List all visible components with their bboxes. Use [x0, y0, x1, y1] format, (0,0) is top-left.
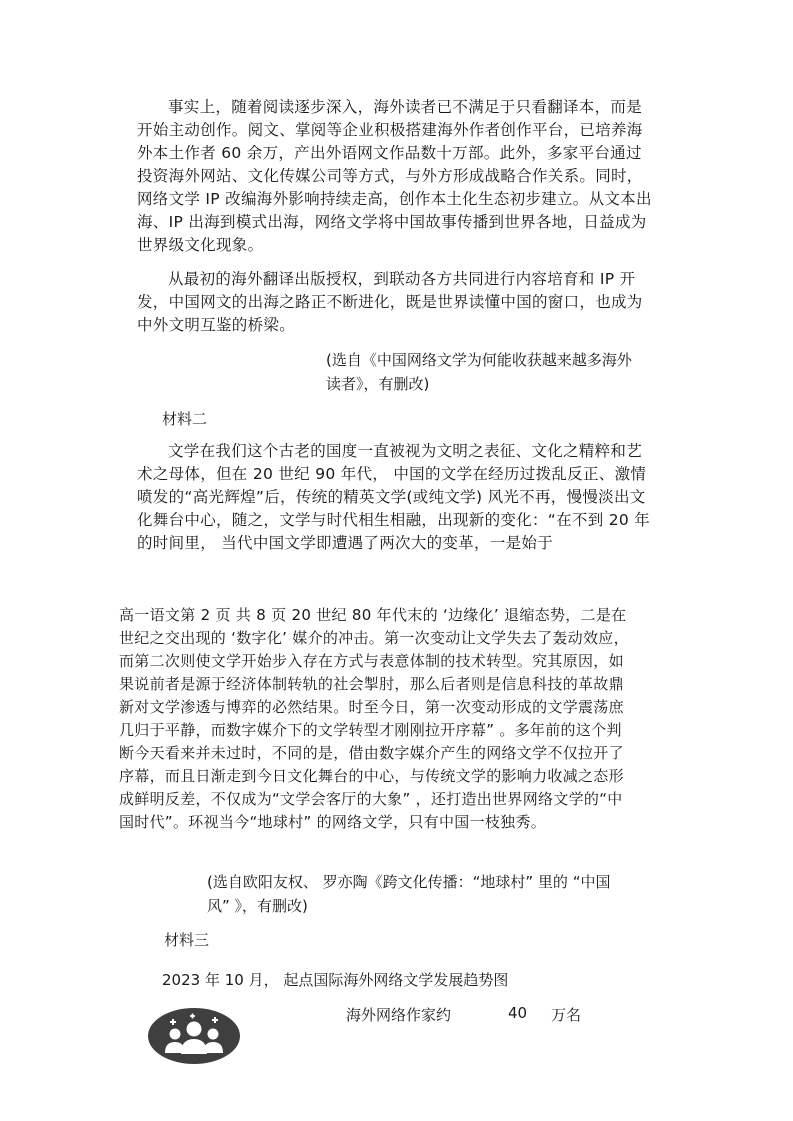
material2-paragraph-top: 文学在我们这个古老的国度一直被视为文明之表征、文化之精粹和艺术之母体，但在 20 世纪 90 年代， 中国的文学在经历过拨乱反正、激情喷发的“高光辉煌”后，传统的精英文学(或纯文学) 风光不再，慢慢淡出文化舞台中心，随之，文学与时代相生相融，出现新的变化：“在不到 20 年的时间里， 当代中国文学即遭遇了两次大的变革，一是始于 — [137, 442, 651, 552]
users-group-icon — [148, 1008, 240, 1064]
material1-paragraph-2: 从最初的海外翻译出版授权，到联动各方共同进行内容培育和 IP 开发，中国网文的出海之路正不断进化，既是世界读懂中国的窗口，也成为中外文明互鉴的桥梁。 — [137, 270, 643, 334]
chart-title: 2023 年 10 月， 起点国际海外网络文学发展趋势图 — [162, 971, 509, 989]
material1-source-line-2: 读者》，有删改) — [326, 375, 430, 393]
stat-value: 40 — [508, 1004, 528, 1022]
material3-title: 材料三 — [164, 931, 210, 949]
stat-unit: 万名 — [551, 1006, 582, 1024]
material2-title: 材料二 — [162, 410, 208, 428]
stat-label: 海外网络作家约 — [346, 1006, 452, 1024]
material2-source-line-1: (选自欧阳友权、 罗亦陶《跨文化传播：“地球村” 里的 “中国 — [207, 873, 611, 891]
material1-source-line-1: (选自《中国网络文学为何能收获越来越多海外 — [326, 351, 632, 369]
material2-source-line-2: 风” 》，有删改) — [207, 897, 308, 915]
material1-paragraph-1: 事实上，随着阅读逐步深入，海外读者已不满足于只看翻译本，而是开始主动创作。阅文、掌阅等企业积极搭建海外作者创作平台，已培养海外本土作者 60 余万，产出外语网文作品数十万部。此外，多家平台通过投资海外网站、文化传媒公司等方式，与外方形成战略合作关系。同时，网络文学 IP 改编海外影响持续走高，创作本土化生态初步建立。从文本出海、IP 出海到模式出海，网络文学将中国故事传播到世界各地，日益成为世界级文化现象。 — [137, 98, 652, 254]
material2-paragraph-bottom: 高一语文第 2 页 共 8 页 20 世纪 80 年代末的 ‘边缘化’ 退缩态势，二是在世纪之交出现的 ‘数字化’ 媒介的冲击。第一次变动让文学失去了轰动效应，而第二次则使文学开始步入存在方式与表意体制的技术转型。究其原因，如果说前者是源于经济体制转轨的社会掣肘，那么后者则是信息科技的革故鼎新对文学渗透与博弈的必然结果。时至今日，第一次变动形成的文学震荡庶几归于平静，而数字媒介下的文学转型才刚刚拉开序幕” 。多年前的这个判断今天看来并未过时，不同的是，借由数字媒介产生的网络文学不仅拉开了序幕，而且日渐走到今日文化舞台的中心，与传统文学的影响力收减之态形成鲜明反差，不仅成为“文学会客厅的大象” ，还打造出世界网络文学的“中国时代”。环视当今“地球村” 的网络文学，只有中国一枝独秀。 — [119, 606, 629, 831]
